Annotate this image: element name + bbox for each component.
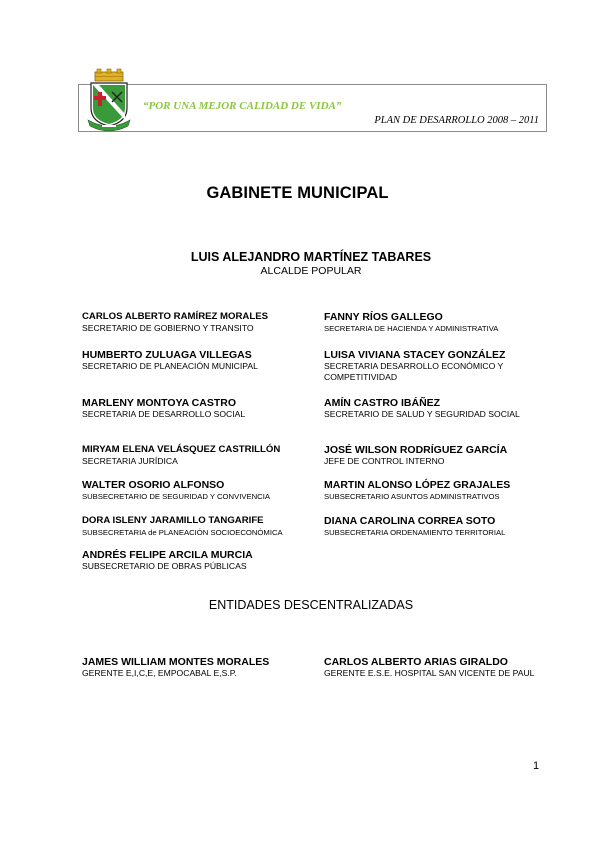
member-role: SECRETARIO DE PLANEACIÓN MUNICIPAL bbox=[82, 361, 258, 371]
cabinet-member bbox=[324, 515, 544, 538]
cabinet-member bbox=[82, 515, 302, 538]
member-role: SUBSECRETARIO DE SEGURIDAD Y CONVIVENCIA bbox=[82, 492, 270, 501]
cabinet-member bbox=[82, 444, 302, 467]
member-name: HUMBERTO ZULUAGA VILLEGAS bbox=[82, 349, 252, 361]
cabinet-member bbox=[82, 479, 302, 502]
member-role: SUBSECRETARIA de PLANEACIÓN SOCIOECONÓMICA bbox=[82, 528, 283, 537]
member-name: DIANA CAROLINA CORREA SOTO bbox=[324, 515, 496, 527]
member-role: SUBSECRETARIO ASUNTOS ADMINISTRATIVOS bbox=[324, 492, 500, 501]
member-role: SECRETARIA DE HACIENDA Y ADMINISTRATIVA bbox=[324, 324, 499, 333]
header-plan-title: PLAN DE DESARROLLO 2008 – 2011 bbox=[374, 115, 539, 126]
cabinet-member bbox=[324, 444, 544, 467]
member-role: SUBSECRETARIO DE OBRAS PÚBLICAS bbox=[82, 561, 247, 571]
cabinet-member bbox=[82, 549, 302, 572]
member-name: JAMES WILLIAM MONTES MORALES bbox=[82, 656, 270, 668]
entity-member bbox=[324, 656, 540, 679]
entity-member bbox=[82, 656, 302, 679]
member-name: MARTIN ALONSO LÓPEZ GRAJALES bbox=[324, 479, 511, 491]
member-name: CARLOS ALBERTO ARIAS GIRALDO bbox=[324, 656, 508, 668]
cabinet-member bbox=[324, 349, 538, 383]
page-title: GABINETE MUNICIPAL bbox=[206, 184, 389, 202]
cabinet-member bbox=[82, 349, 302, 372]
cabinet-member bbox=[82, 397, 302, 420]
cabinet-member bbox=[324, 397, 540, 420]
mayor-role: ALCALDE POPULAR bbox=[260, 265, 362, 277]
member-role: SUBSECRETARIA ORDENAMIENTO TERRITORIAL bbox=[324, 528, 506, 537]
header-left-bar bbox=[78, 84, 83, 132]
cabinet-member bbox=[82, 311, 302, 334]
member-name: FANNY RÍOS GALLEGO bbox=[324, 311, 443, 323]
member-name: MIRYAM ELENA VELÁSQUEZ CASTRILLÓN bbox=[82, 444, 281, 455]
member-role: SECRETARIA JURÍDICA bbox=[82, 456, 178, 466]
member-name: JOSÉ WILSON RODRÍGUEZ GARCÍA bbox=[324, 444, 508, 456]
member-name: WALTER OSORIO ALFONSO bbox=[82, 479, 225, 491]
member-role: JEFE DE CONTROL INTERNO bbox=[324, 456, 445, 466]
municipal-crest-icon bbox=[84, 68, 134, 132]
header-slogan: “POR UNA MEJOR CALIDAD DE VIDA” bbox=[143, 100, 342, 112]
cabinet-member bbox=[324, 311, 544, 334]
member-role: GERENTE E.S.E. HOSPITAL SAN VICENTE DE PAUL bbox=[324, 668, 535, 678]
section-title-entities: ENTIDADES DESCENTRALIZADAS bbox=[208, 598, 414, 612]
member-role: SECRETARIA DESARROLLO ECONÓMICO Y COMPETITIVIDAD bbox=[324, 361, 504, 382]
member-name: AMÍN CASTRO IBÁÑEZ bbox=[324, 397, 441, 409]
member-name: MARLENY MONTOYA CASTRO bbox=[82, 397, 237, 409]
cabinet-member bbox=[324, 479, 544, 502]
member-name: ANDRÉS FELIPE ARCILA MURCIA bbox=[82, 549, 253, 561]
mayor-name: LUIS ALEJANDRO MARTÍNEZ TABARES bbox=[190, 250, 432, 264]
member-name: LUISA VIVIANA STACEY GONZÁLEZ bbox=[324, 349, 506, 361]
member-role: SECRETARIA DE DESARROLLO SOCIAL bbox=[82, 409, 246, 419]
member-name: CARLOS ALBERTO RAMÍREZ MORALES bbox=[82, 311, 269, 322]
member-name: DORA ISLENY JARAMILLO TANGARIFE bbox=[82, 515, 264, 526]
member-role: SECRETARIO DE GOBIERNO Y TRANSITO bbox=[82, 323, 254, 333]
member-role: GERENTE E,I,C,E, EMPOCABAL E,S.P. bbox=[82, 668, 237, 678]
member-role: SECRETARIO DE SALUD Y SEGURIDAD SOCIAL bbox=[324, 409, 520, 419]
page-number: 1 bbox=[533, 760, 540, 772]
